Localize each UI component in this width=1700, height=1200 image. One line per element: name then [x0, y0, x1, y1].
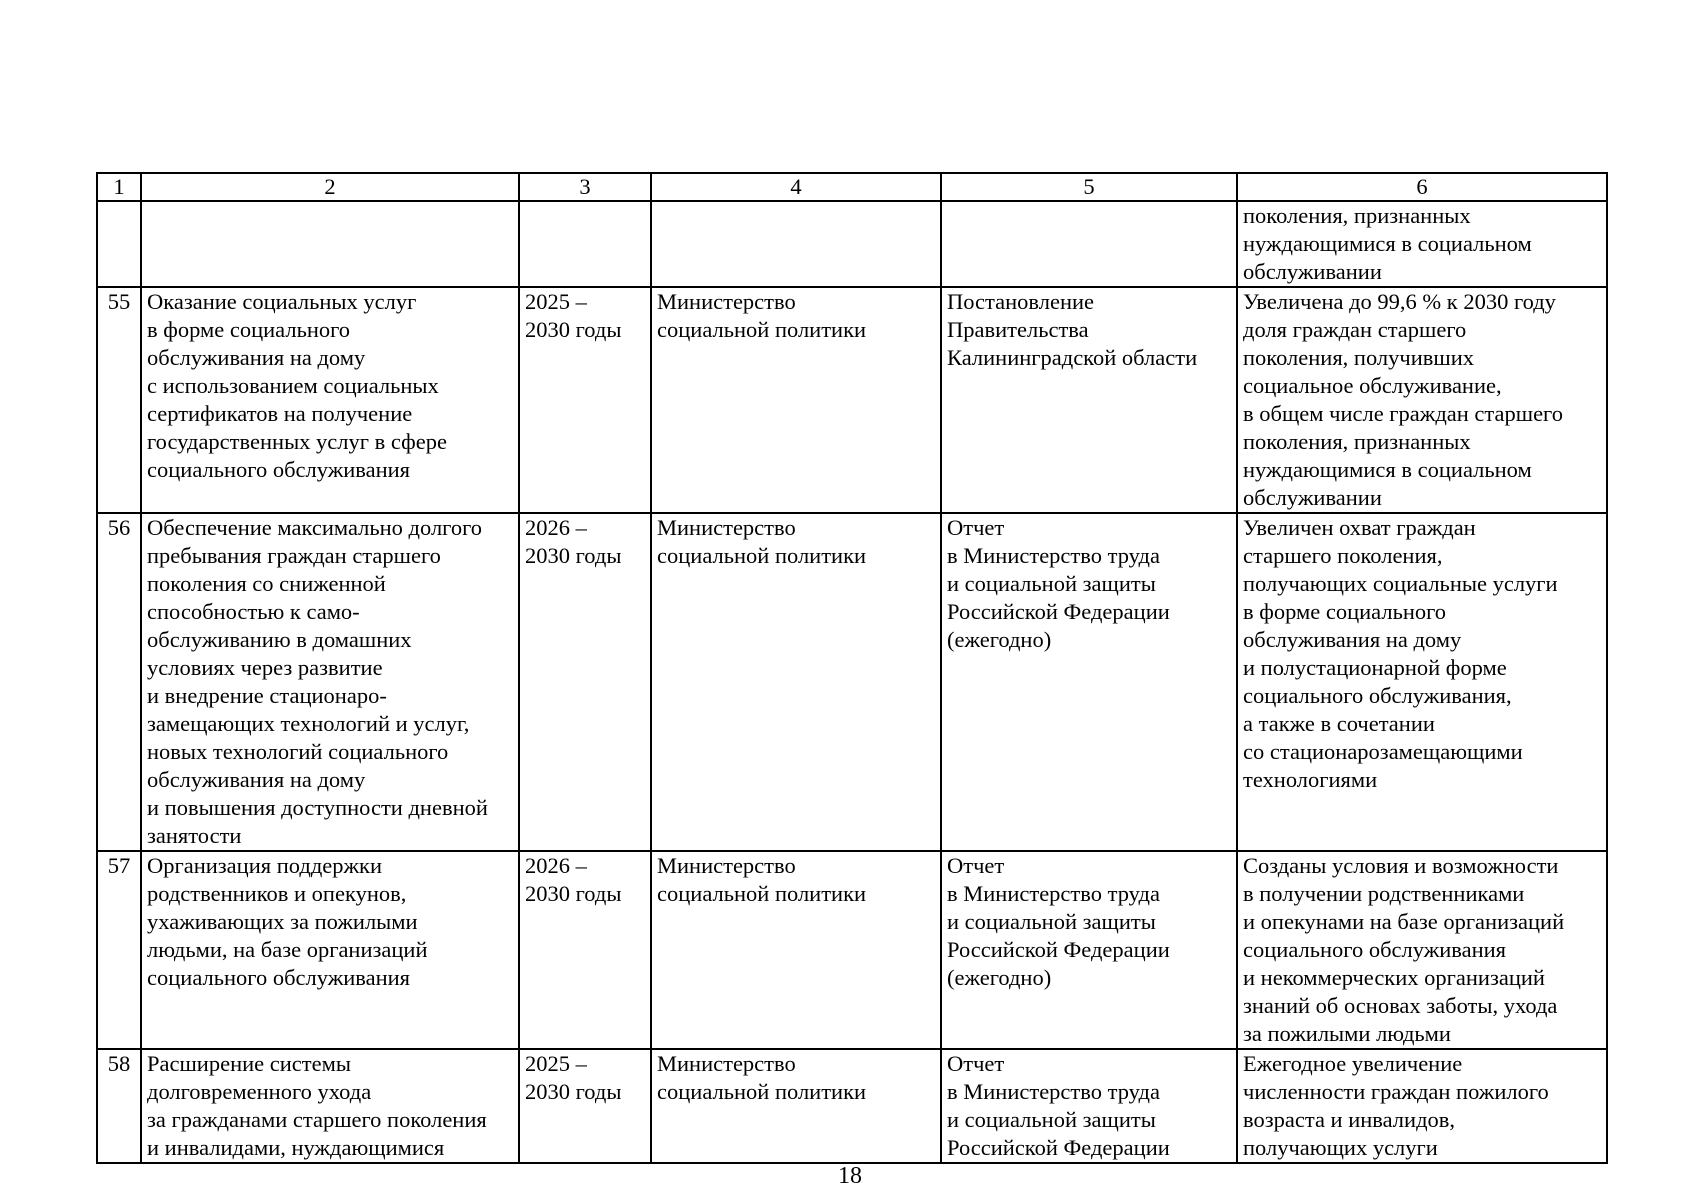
document-cell: [941, 201, 1237, 287]
row-number: 57: [97, 851, 141, 1049]
page-number: 18: [838, 1163, 862, 1189]
period-cell: [519, 201, 651, 287]
document-cell: Постановление Правительства Калининградской области: [941, 287, 1237, 513]
responsible-cell: Министерство социальной политики: [651, 1049, 941, 1163]
result-cell: Ежегодное увеличение численности граждан пожилого возраста и инвалидов, получающих услуги: [1237, 1049, 1607, 1163]
row-number: 55: [97, 287, 141, 513]
header-cell-3: 3: [519, 173, 651, 201]
table-row: [97, 851, 1607, 1049]
header-cell-6: 6: [1237, 173, 1607, 201]
header-cell-2: 2: [141, 173, 519, 201]
header-cell-5: 5: [941, 173, 1237, 201]
result-cell: Созданы условия и возможности в получении родственниками и опекунами на базе организаций социального обслуживания и некоммерческих организаций знаний об основах заботы, ухода за пожилыми людьми: [1237, 851, 1607, 1049]
event-cell: Оказание социальных услуг в форме социального обслуживания на дому с использованием социальных сертификатов на получение государственных услуг в сфере социального обслуживания: [141, 287, 519, 513]
header-row: [97, 173, 1607, 201]
period-cell: 2025 – 2030 годы: [519, 1049, 651, 1163]
result-cell: Увеличена до 99,6 % к 2030 году доля граждан старшего поколения, получивших социальное обслуживание, в общем числе граждан старшего поколения, признанных нуждающимися в социальном обслуживании: [1237, 287, 1607, 513]
document-cell: Отчет в Министерство труда и социальной защиты Российской Федерации (ежегодно): [941, 851, 1237, 1049]
document-cell: Отчет в Министерство труда и социальной защиты Российской Федерации (ежегодно): [941, 513, 1237, 851]
header-cell-4: 4: [651, 173, 941, 201]
row-number: 56: [97, 513, 141, 851]
row-number: 58: [97, 1049, 141, 1163]
document-cell: Отчет в Министерство труда и социальной защиты Российской Федерации: [941, 1049, 1237, 1163]
event-cell: [141, 201, 519, 287]
period-cell: 2026 – 2030 годы: [519, 513, 651, 851]
row-number: [97, 201, 141, 287]
table-row: [97, 1049, 1607, 1163]
table-row: [97, 201, 1607, 287]
period-cell: 2026 – 2030 годы: [519, 851, 651, 1049]
event-cell: Обеспечение максимально долгого пребывания граждан старшего поколения со сниженной способностью к само- обслуживанию в домашних условиях через развитие и внедрение стационаро- замещающих технологий и услуг, новых технологий социального обслуживания на дому и повышения доступности дневной занятости: [141, 513, 519, 851]
event-cell: Расширение системы долговременного ухода за гражданами старшего поколения и инвалидами, нуждающимися: [141, 1049, 519, 1163]
result-cell: поколения, признанных нуждающимися в социальном обслуживании: [1237, 201, 1607, 287]
responsible-cell: Министерство социальной политики: [651, 513, 941, 851]
result-cell: Увеличен охват граждан старшего поколения, получающих социальные услуги в форме социального обслуживания на дому и полустационарной форме социального обслуживания, а также в сочетании со стационарозамещающими технологиями: [1237, 513, 1607, 851]
table-row: [97, 513, 1607, 851]
table-row: [97, 287, 1607, 513]
measures-table: [96, 172, 1608, 1164]
period-cell: 2025 – 2030 годы: [519, 287, 651, 513]
responsible-cell: Министерство социальной политики: [651, 287, 941, 513]
responsible-cell: [651, 201, 941, 287]
header-cell-1: 1: [97, 173, 141, 201]
responsible-cell: Министерство социальной политики: [651, 851, 941, 1049]
event-cell: Организация поддержки родственников и опекунов, ухаживающих за пожилыми людьми, на базе организаций социального обслуживания: [141, 851, 519, 1049]
